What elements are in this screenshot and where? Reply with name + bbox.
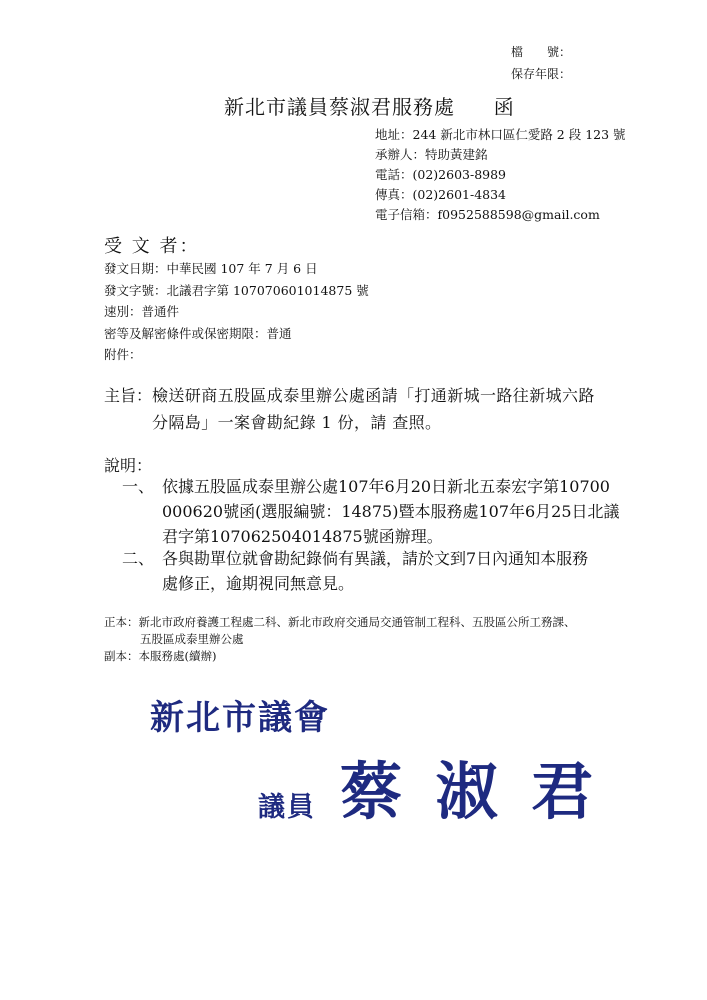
subject-label: 主旨：	[104, 386, 153, 405]
subject-line-2: 分隔島」一案會勘紀錄 1 份，請 查照。	[152, 413, 442, 432]
explanation-item-1	[162, 474, 620, 549]
document-number: 發文字號：北議君字第 107070601014875 號	[104, 282, 369, 298]
councilor-name-seal: 蔡 淑 君	[340, 755, 600, 828]
explanation-label: 說明：	[104, 456, 153, 475]
councilor-title-seal: 議員	[258, 792, 316, 823]
meta-block	[104, 258, 369, 366]
explanation-item-1-line: 000620號函(選服編號：14875)暨本服務處107年6月25日北議	[162, 502, 620, 521]
document-title	[224, 91, 515, 120]
file-number-label: 檔 號：	[511, 45, 572, 59]
document-type: 函	[493, 95, 515, 119]
explanation-item-2-line: 處修正，逾期視同無意見。	[162, 574, 355, 593]
distribution-block	[104, 614, 576, 665]
sender-block	[375, 125, 626, 225]
retention-period-label: 保存年限：	[511, 67, 572, 81]
distribution-main: 正本：新北市政府養護工程處二科、新北市政府交通局交通管制工程科、五股區公所工務課、	[104, 615, 576, 629]
sender-email: 電子信箱：f0952588598@gmail.com	[375, 207, 600, 222]
office-name: 新北市議員蔡淑君服務處	[224, 95, 455, 119]
secrecy-level: 密等及解密條件或保密期限：普通	[104, 325, 292, 341]
explanation-item-2	[162, 546, 588, 596]
sender-handler: 承辦人：特助黃建銘	[375, 147, 488, 162]
subject-line-1: 檢送研商五股區成泰里辦公處函請「打通新城一路往新城六路	[152, 386, 595, 405]
sender-phone: 電話：(02)2603-8989	[375, 167, 507, 182]
explanation-item-1-line: 依據五股區成泰里辦公處107年6月20日新北五泰宏字第10700	[162, 477, 610, 496]
issue-date: 發文日期：中華民國 107 年 7 月 6 日	[104, 261, 318, 276]
distribution-copy: 副本：本服務處(續辦)	[104, 649, 217, 663]
attachment-label: 附件：	[104, 347, 142, 362]
delivery-speed: 速別：普通件	[104, 304, 180, 319]
recipient-label: 受 文 者：	[104, 236, 200, 257]
explanation-item-1-line: 君字第107062504014875號函辦理。	[162, 527, 443, 546]
explanation-item-1-number: 一、	[122, 477, 155, 496]
explanation-item-2-number: 二、	[122, 549, 155, 568]
distribution-main-continued: 五股區成泰里辦公處	[140, 632, 244, 646]
explanation-item-2-line: 各與勘單位就會勘紀錄倘有異議，請於文到7日內通知本服務	[162, 549, 589, 568]
sender-fax: 傳真：(02)2601-4834	[375, 187, 507, 202]
council-seal-text: 新北市議會	[150, 698, 330, 738]
sender-address: 地址：244 新北市林口區仁愛路 2 段 123 號	[375, 127, 626, 142]
